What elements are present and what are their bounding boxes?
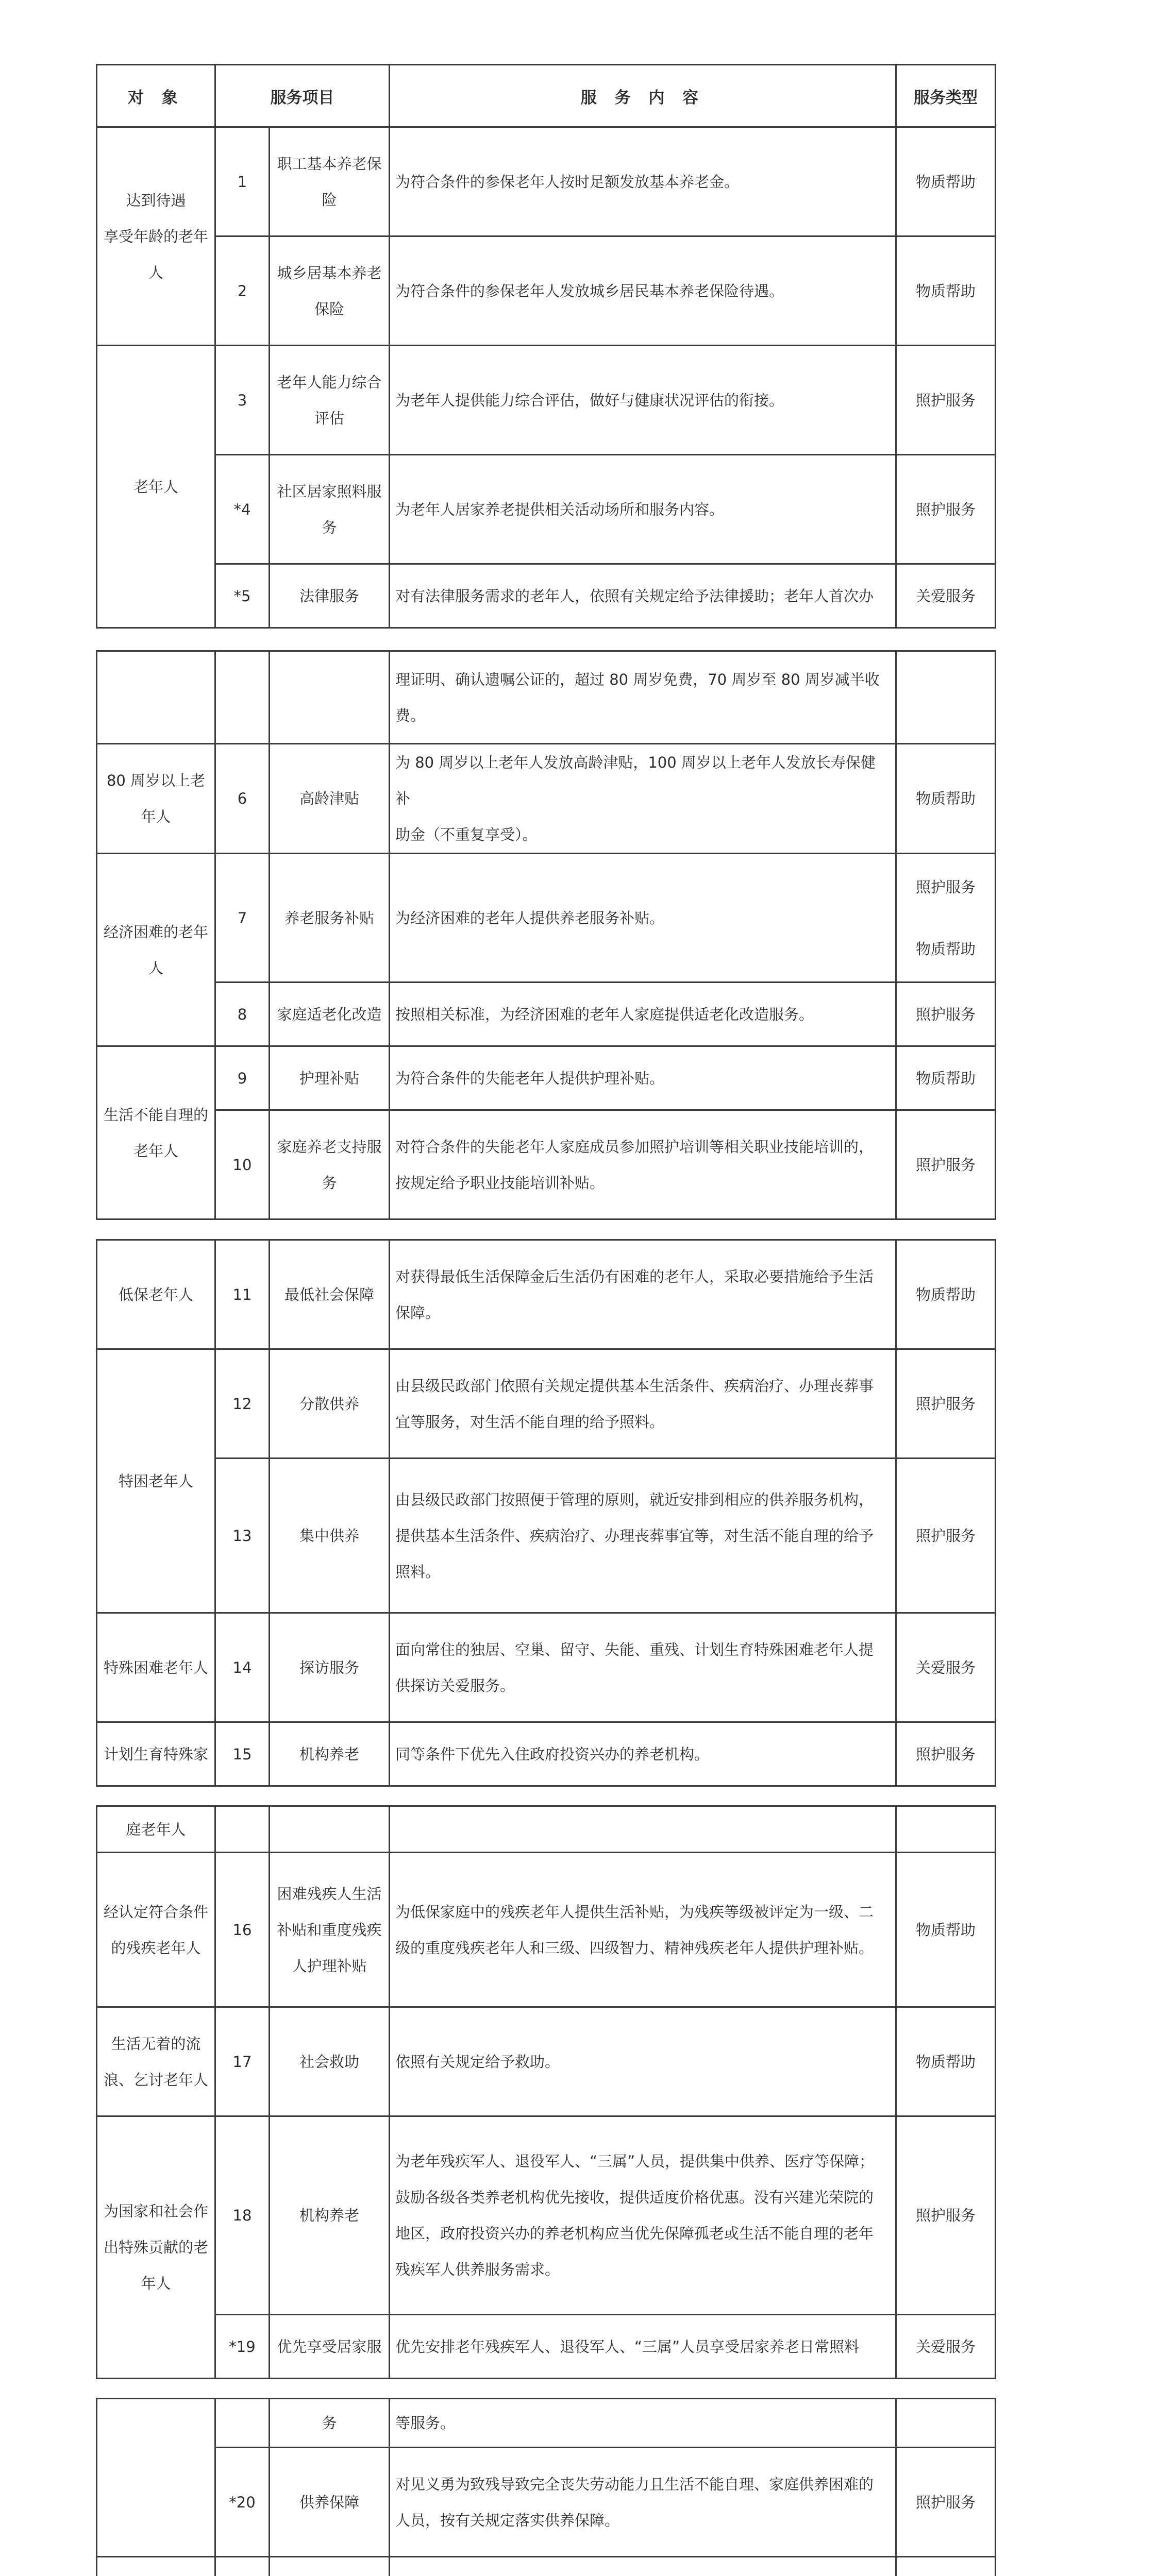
table-body <box>97 127 996 628</box>
table-page-1 <box>96 64 995 629</box>
header-row <box>97 65 996 127</box>
service-type-cell <box>896 744 996 854</box>
item-number-cell: 9 <box>215 1046 270 1110</box>
cell-text-line: 特殊困难老年人 <box>103 1658 208 1676</box>
service-type-cell <box>896 2315 996 2379</box>
cell-text-line: 为老年人提供能力综合评估，做好与健康状况评估的衔接。 <box>395 391 784 409</box>
cell-text-line: 关爱服务 <box>915 2337 976 2355</box>
service-content-cell <box>390 2557 896 2576</box>
service-project-cell <box>270 1459 390 1613</box>
cell-text-line: 浪、乞讨老年人 <box>103 2071 208 2089</box>
service-project-cell <box>270 455 390 564</box>
cell-text-line: 年人 <box>141 2275 171 2292</box>
service-type-cell <box>896 2448 996 2557</box>
header-object: 对 象 <box>97 65 215 127</box>
cell-text-line: 由县级民政部门依照有关规定提供基本生活条件、疾病治疗、办理丧葬事 <box>395 1377 874 1395</box>
cell-text-line: 费。 <box>395 706 426 724</box>
service-content-cell <box>390 2448 896 2557</box>
table-row <box>97 1613 996 1722</box>
service-content-cell <box>390 1349 896 1459</box>
cell-text-line: 保险 <box>314 300 344 318</box>
cell-text-line: 物质帮助 <box>915 2053 976 2071</box>
item-number-cell: 18 <box>215 2116 270 2315</box>
item-number-cell: 3 <box>215 346 270 455</box>
item-number-cell: 15 <box>215 1722 270 1786</box>
service-content-cell <box>390 127 896 236</box>
object-cell <box>97 1722 215 1786</box>
service-type-cell <box>896 1853 996 2007</box>
service-content-cell <box>390 1722 896 1786</box>
service-project-cell <box>270 1853 390 2007</box>
service-project-cell <box>270 982 390 1046</box>
service-table <box>96 2398 996 2576</box>
cell-text-line: 年人 <box>141 808 171 825</box>
cell-text-line: 社会救助 <box>299 2053 359 2071</box>
service-content-cell <box>390 854 896 982</box>
cell-text-line: 人 <box>148 263 163 281</box>
service-content-cell <box>390 1240 896 1349</box>
object-cell <box>97 346 215 628</box>
service-type-cell <box>896 1806 996 1853</box>
table-row <box>97 2116 996 2315</box>
object-cell <box>97 1349 215 1613</box>
object-cell <box>97 2557 215 2576</box>
table-row <box>97 1853 996 2007</box>
cell-text-line: 困难残疾人生活 <box>277 1885 382 1903</box>
cell-text-line: 机构养老 <box>299 2207 359 2224</box>
service-type-cell <box>896 127 996 236</box>
cell-text-line: 按照相关标准，为经济困难的老年人家庭提供适老化改造服务。 <box>395 1005 814 1023</box>
cell-text-line: 依照有关规定给予救助。 <box>395 2053 560 2071</box>
service-project-cell <box>270 1046 390 1110</box>
table-page-5 <box>96 2398 995 2576</box>
table-row <box>97 854 996 982</box>
cell-text-line: 社区居家照料服 <box>277 482 382 500</box>
table-row <box>97 2007 996 2116</box>
table-row <box>97 455 996 564</box>
cell-text-line: 分散供养 <box>299 1395 359 1413</box>
cell-text-line: 为符合条件的失能老年人提供护理补贴。 <box>395 1069 665 1087</box>
cell-text-line: 残疾军人供养服务需求。 <box>395 2261 560 2278</box>
service-project-cell <box>270 236 390 346</box>
service-content-cell <box>390 1046 896 1110</box>
cell-text-line: 对符合条件的失能老年人家庭成员参加照护培训等相关职业技能培训的， <box>395 1138 874 1156</box>
service-table <box>96 1239 996 1787</box>
cell-text-line: 为老年人居家养老提供相关活动场所和服务内容。 <box>395 500 725 518</box>
service-project-cell <box>270 1240 390 1349</box>
service-content-cell <box>390 1110 896 1219</box>
cell-text-line: 低保老年人 <box>118 1285 193 1303</box>
table-row <box>97 2399 996 2448</box>
table-row <box>97 1110 996 1219</box>
cell-text-line: 老年人 <box>133 478 178 496</box>
service-project-cell <box>270 1722 390 1786</box>
item-number-cell: *4 <box>215 455 270 564</box>
cell-text-line: 物质帮助 <box>915 1069 976 1087</box>
cell-text-line: 保障。 <box>395 1303 441 1321</box>
item-number-cell: 16 <box>215 1853 270 2007</box>
service-project-cell <box>270 127 390 236</box>
service-table <box>96 1805 996 2379</box>
service-project-cell <box>270 2116 390 2315</box>
cell-text-line: 机构养老 <box>299 1745 359 1763</box>
cell-text-line: 照护服务 <box>915 391 976 409</box>
object-cell <box>97 127 215 346</box>
service-table <box>96 650 996 1220</box>
cell-text-line: 物质帮助 <box>915 790 976 807</box>
item-number-cell: *5 <box>215 564 270 628</box>
cell-text-line: 鼓励各级各类养老机构优先接收，提供适度价格优惠。没有兴建光荣院的 <box>395 2189 874 2206</box>
cell-text-line: 优先享受居家服 <box>277 2337 382 2355</box>
cell-text-line: 为经济困难的老年人提供养老服务补贴。 <box>395 909 665 927</box>
cell-text-line: 物质帮助 <box>915 940 976 958</box>
service-project-cell <box>270 651 390 744</box>
service-type-cell <box>896 455 996 564</box>
table-row <box>97 346 996 455</box>
service-content-cell <box>390 1613 896 1722</box>
item-number-cell: 17 <box>215 2007 270 2116</box>
cell-text-line: 照护服务 <box>915 1005 976 1023</box>
object-cell <box>97 2399 215 2557</box>
cell-text-line: 为老年残疾军人、退役军人、“三属”人员，提供集中供养、医疗等保障； <box>395 2153 875 2170</box>
table-row <box>97 1806 996 1853</box>
table-row <box>97 744 996 854</box>
object-cell <box>97 744 215 854</box>
table-body <box>97 2399 996 2576</box>
cell-text-line: 老年人能力综合 <box>277 373 382 391</box>
object-cell <box>97 2116 215 2379</box>
service-type-cell <box>896 1613 996 1722</box>
table-body <box>97 1240 996 1786</box>
cell-text-line: 出特殊贡献的老 <box>103 2239 208 2256</box>
service-type-cell <box>896 2557 996 2576</box>
item-number-cell: 11 <box>215 1240 270 1349</box>
cell-text-line: 享受年龄的老年 <box>103 227 208 245</box>
cell-text-line: 法律服务 <box>299 587 359 605</box>
service-table <box>96 64 996 629</box>
cell-text-line: 险 <box>322 191 337 209</box>
cell-text-line: 家庭养老支持服 <box>277 1138 382 1156</box>
cell-text-line: 按规定给予职业技能培训补贴。 <box>395 1174 605 1192</box>
cell-text-line: 照料。 <box>395 1563 441 1581</box>
cell-text-line: 护理补贴 <box>299 1069 359 1087</box>
service-project-cell <box>270 2399 390 2448</box>
cell-text-line: 老年人 <box>133 1142 178 1160</box>
table-body <box>97 651 996 1219</box>
service-type-cell <box>896 1240 996 1349</box>
service-content-cell <box>390 564 896 628</box>
cell-text-line: 为符合条件的参保老年人按时足额发放基本养老金。 <box>395 173 740 191</box>
service-project-cell <box>270 1806 390 1853</box>
cell-text-line: 提供基本生活条件、疾病治疗、办理丧葬事宜等，对生活不能自理的给予 <box>395 1527 874 1545</box>
cell-text-line: 达到待遇 <box>126 191 186 209</box>
cell-text-line: 助金（不重复享受）。 <box>395 826 538 843</box>
object-cell <box>97 2007 215 2116</box>
object-cell <box>97 1613 215 1722</box>
header-content: 服 务 内 容 <box>390 65 896 127</box>
item-number-cell: 14 <box>215 1613 270 1722</box>
cell-text-line: 探访服务 <box>299 1658 359 1676</box>
table-row <box>97 236 996 346</box>
item-number-cell: 13 <box>215 1459 270 1613</box>
service-content-cell <box>390 236 896 346</box>
table-row <box>97 982 996 1046</box>
cell-text-line: 供养保障 <box>299 2493 359 2511</box>
cell-text-line: 对见义勇为致残导致完全丧失劳动能力且生活不能自理、家庭供养困难的 <box>395 2475 874 2493</box>
cell-text-line: 照护服务 <box>915 1156 976 1174</box>
service-project-cell <box>270 564 390 628</box>
service-content-cell <box>390 2315 896 2379</box>
item-number-cell: *20 <box>215 2448 270 2557</box>
service-type-cell <box>896 2116 996 2315</box>
service-project-cell <box>270 2315 390 2379</box>
service-content-cell <box>390 2399 896 2448</box>
object-cell <box>97 1046 215 1219</box>
object-cell <box>97 651 215 744</box>
cell-text-line: 照护服务 <box>915 2493 976 2511</box>
service-type-cell <box>896 564 996 628</box>
object-cell <box>97 1853 215 2007</box>
service-content-cell <box>390 1806 896 1853</box>
table-row <box>97 1459 996 1613</box>
cell-text-line: 关爱服务 <box>915 587 976 605</box>
cell-text-line: 经济困难的老年 <box>103 923 208 941</box>
cell-text-line: 理证明、确认遗嘱公证的，超过 80 周岁免费，70 周岁至 80 周岁减半收 <box>395 670 880 688</box>
service-content-cell <box>390 744 896 854</box>
cell-text-line: 计划生育特殊家 <box>103 1745 208 1763</box>
header-type: 服务类型 <box>896 65 996 127</box>
item-number-cell: 12 <box>215 1349 270 1459</box>
service-content-cell <box>390 1459 896 1613</box>
item-number-cell: *19 <box>215 2315 270 2379</box>
cell-text-line: 人护理补贴 <box>292 1957 367 1975</box>
table-row <box>97 1349 996 1459</box>
service-content-cell <box>390 455 896 564</box>
service-project-cell <box>270 2007 390 2116</box>
item-number-cell <box>215 651 270 744</box>
object-cell <box>97 854 215 1046</box>
table-row <box>97 1722 996 1786</box>
item-number-cell <box>215 1806 270 1853</box>
cell-text-line: 务 <box>322 518 337 536</box>
table-page-3 <box>96 1239 995 1787</box>
service-type-cell <box>896 346 996 455</box>
cell-text-line: 为低保家庭中的残疾老年人提供生活补贴，为残疾等级被评定为一级、二 <box>395 1903 874 1921</box>
cell-text-line: 评估 <box>314 409 344 427</box>
service-type-cell <box>896 2399 996 2448</box>
table-row <box>97 1046 996 1110</box>
cell-text-line: 特困老年人 <box>118 1472 193 1490</box>
service-project-cell <box>270 1613 390 1722</box>
table-row <box>97 2557 996 2576</box>
cell-text-line: 为符合条件的参保老年人发放城乡居民基本养老保险待遇。 <box>395 282 784 300</box>
service-project-cell <box>270 2448 390 2557</box>
service-project-cell <box>270 346 390 455</box>
service-type-cell <box>896 1110 996 1219</box>
item-number-cell: 1 <box>215 127 270 236</box>
table-row <box>97 2315 996 2379</box>
cell-text-line: 面向常住的独居、空巢、留守、失能、重残、计划生育特殊困难老年人提 <box>395 1640 874 1658</box>
cell-text-line: 务 <box>322 1174 337 1192</box>
object-cell <box>97 1806 215 1853</box>
cell-text-line: 照护服务 <box>915 1527 976 1545</box>
cell-text-line: 物质帮助 <box>915 1285 976 1303</box>
cell-text-line: 由县级民政部门按照便于管理的原则，就近安排到相应的供养服务机构， <box>395 1490 874 1509</box>
cell-text-line: 务 <box>322 2414 337 2432</box>
service-type-cell <box>896 854 996 982</box>
cell-text-line: 宜等服务，对生活不能自理的给予照料。 <box>395 1413 665 1431</box>
table-row <box>97 2448 996 2557</box>
service-content-cell <box>390 982 896 1046</box>
cell-text-line: 职工基本养老保 <box>277 155 382 173</box>
item-number-cell <box>215 2399 270 2448</box>
cell-text-line: 补贴和重度残疾 <box>277 1921 382 1939</box>
service-type-cell <box>896 1459 996 1613</box>
cell-text-line: 地区，政府投资兴办的养老机构应当优先保障孤老或生活不能自理的老年 <box>395 2225 874 2242</box>
cell-text-line: 物质帮助 <box>915 173 976 191</box>
cell-text-line: 为 80 周岁以上老年人发放高龄津贴，100 周岁以上老年人发放长寿保健补 <box>395 754 876 807</box>
cell-text-line: 照护服务 <box>915 2207 976 2224</box>
cell-text-line: 照护服务 <box>915 1395 976 1413</box>
table-row <box>97 1240 996 1349</box>
service-type-cell <box>896 982 996 1046</box>
cell-text-line: 的残疾老年人 <box>111 1939 201 1957</box>
service-type-cell <box>896 1349 996 1459</box>
cell-text-line: 高龄津贴 <box>299 790 359 807</box>
table-row <box>97 127 996 236</box>
cell-text-line: 等服务。 <box>395 2414 456 2432</box>
table-row <box>97 564 996 628</box>
item-number-cell: 7 <box>215 854 270 982</box>
service-type-cell <box>896 2007 996 2116</box>
object-cell <box>97 1240 215 1349</box>
header-project: 服务项目 <box>215 65 390 127</box>
cell-text-line: 养老服务补贴 <box>284 909 374 927</box>
item-number-cell: 2 <box>215 236 270 346</box>
cell-text-line: 庭老年人 <box>126 1820 186 1838</box>
cell-text-line: 城乡居基本养老 <box>277 264 382 282</box>
cell-text-line: 家庭适老化改造 <box>277 1005 382 1023</box>
cell-text-line: 经认定符合条件 <box>103 1903 208 1921</box>
cell-text-line: 供探访关爱服务。 <box>395 1676 515 1694</box>
item-number-cell: 8 <box>215 982 270 1046</box>
service-project-cell <box>270 1110 390 1219</box>
item-number-cell: 6 <box>215 744 270 854</box>
service-project-cell <box>270 2557 390 2576</box>
cell-text-line: 关爱服务 <box>915 1658 976 1676</box>
service-content-cell <box>390 1853 896 2007</box>
service-project-cell <box>270 1349 390 1459</box>
cell-text-line: 对获得最低生活保障金后生活仍有困难的老年人，采取必要措施给予生活 <box>395 1267 874 1285</box>
cell-text-line: 为国家和社会作 <box>103 2202 208 2220</box>
cell-text-line: 80 周岁以上老 <box>106 772 206 789</box>
cell-text-line: 物质帮助 <box>915 1921 976 1939</box>
table-page-2 <box>96 650 995 1220</box>
cell-text-line: 最低社会保障 <box>284 1285 374 1303</box>
service-content-cell <box>390 651 896 744</box>
service-project-cell <box>270 854 390 982</box>
service-type-cell <box>896 651 996 744</box>
service-project-cell <box>270 744 390 854</box>
cell-text-line: 级的重度残疾老年人和三级、四级智力、精神残疾老年人提供护理补贴。 <box>395 1939 874 1957</box>
service-type-cell <box>896 1722 996 1786</box>
cell-text-line: 优先安排老年残疾军人、退役军人、“三属”人员享受居家养老日常照料 <box>395 2337 860 2355</box>
cell-text-line: 照护服务 <box>915 1745 976 1763</box>
item-number-cell: 10 <box>215 1110 270 1219</box>
cell-text-line: 生活无着的流 <box>111 2035 201 2053</box>
cell-text-line: 同等条件下优先入住政府投资兴办的养老机构。 <box>395 1745 710 1763</box>
cell-text-line: 人 <box>148 959 163 977</box>
table-body <box>97 1806 996 2379</box>
item-number-cell <box>215 2557 270 2576</box>
cell-text-line: 对有法律服务需求的老年人，依照有关规定给予法律援助；老年人首次办 <box>395 587 874 605</box>
cell-text-line: 生活不能自理的 <box>103 1106 208 1124</box>
service-type-cell <box>896 236 996 346</box>
cell-text-line: 照护服务 <box>915 500 976 518</box>
service-content-cell <box>390 2116 896 2315</box>
service-content-cell <box>390 2007 896 2116</box>
service-type-cell <box>896 1046 996 1110</box>
cell-text-line: 照护服务 <box>915 878 976 896</box>
table-page-4 <box>96 1805 995 2379</box>
service-content-cell <box>390 346 896 455</box>
cell-text-line: 人员，按有关规定落实供养保障。 <box>395 2511 620 2529</box>
cell-text-line: 物质帮助 <box>915 282 976 300</box>
table-row <box>97 651 996 744</box>
cell-text-line: 集中供养 <box>299 1527 359 1545</box>
